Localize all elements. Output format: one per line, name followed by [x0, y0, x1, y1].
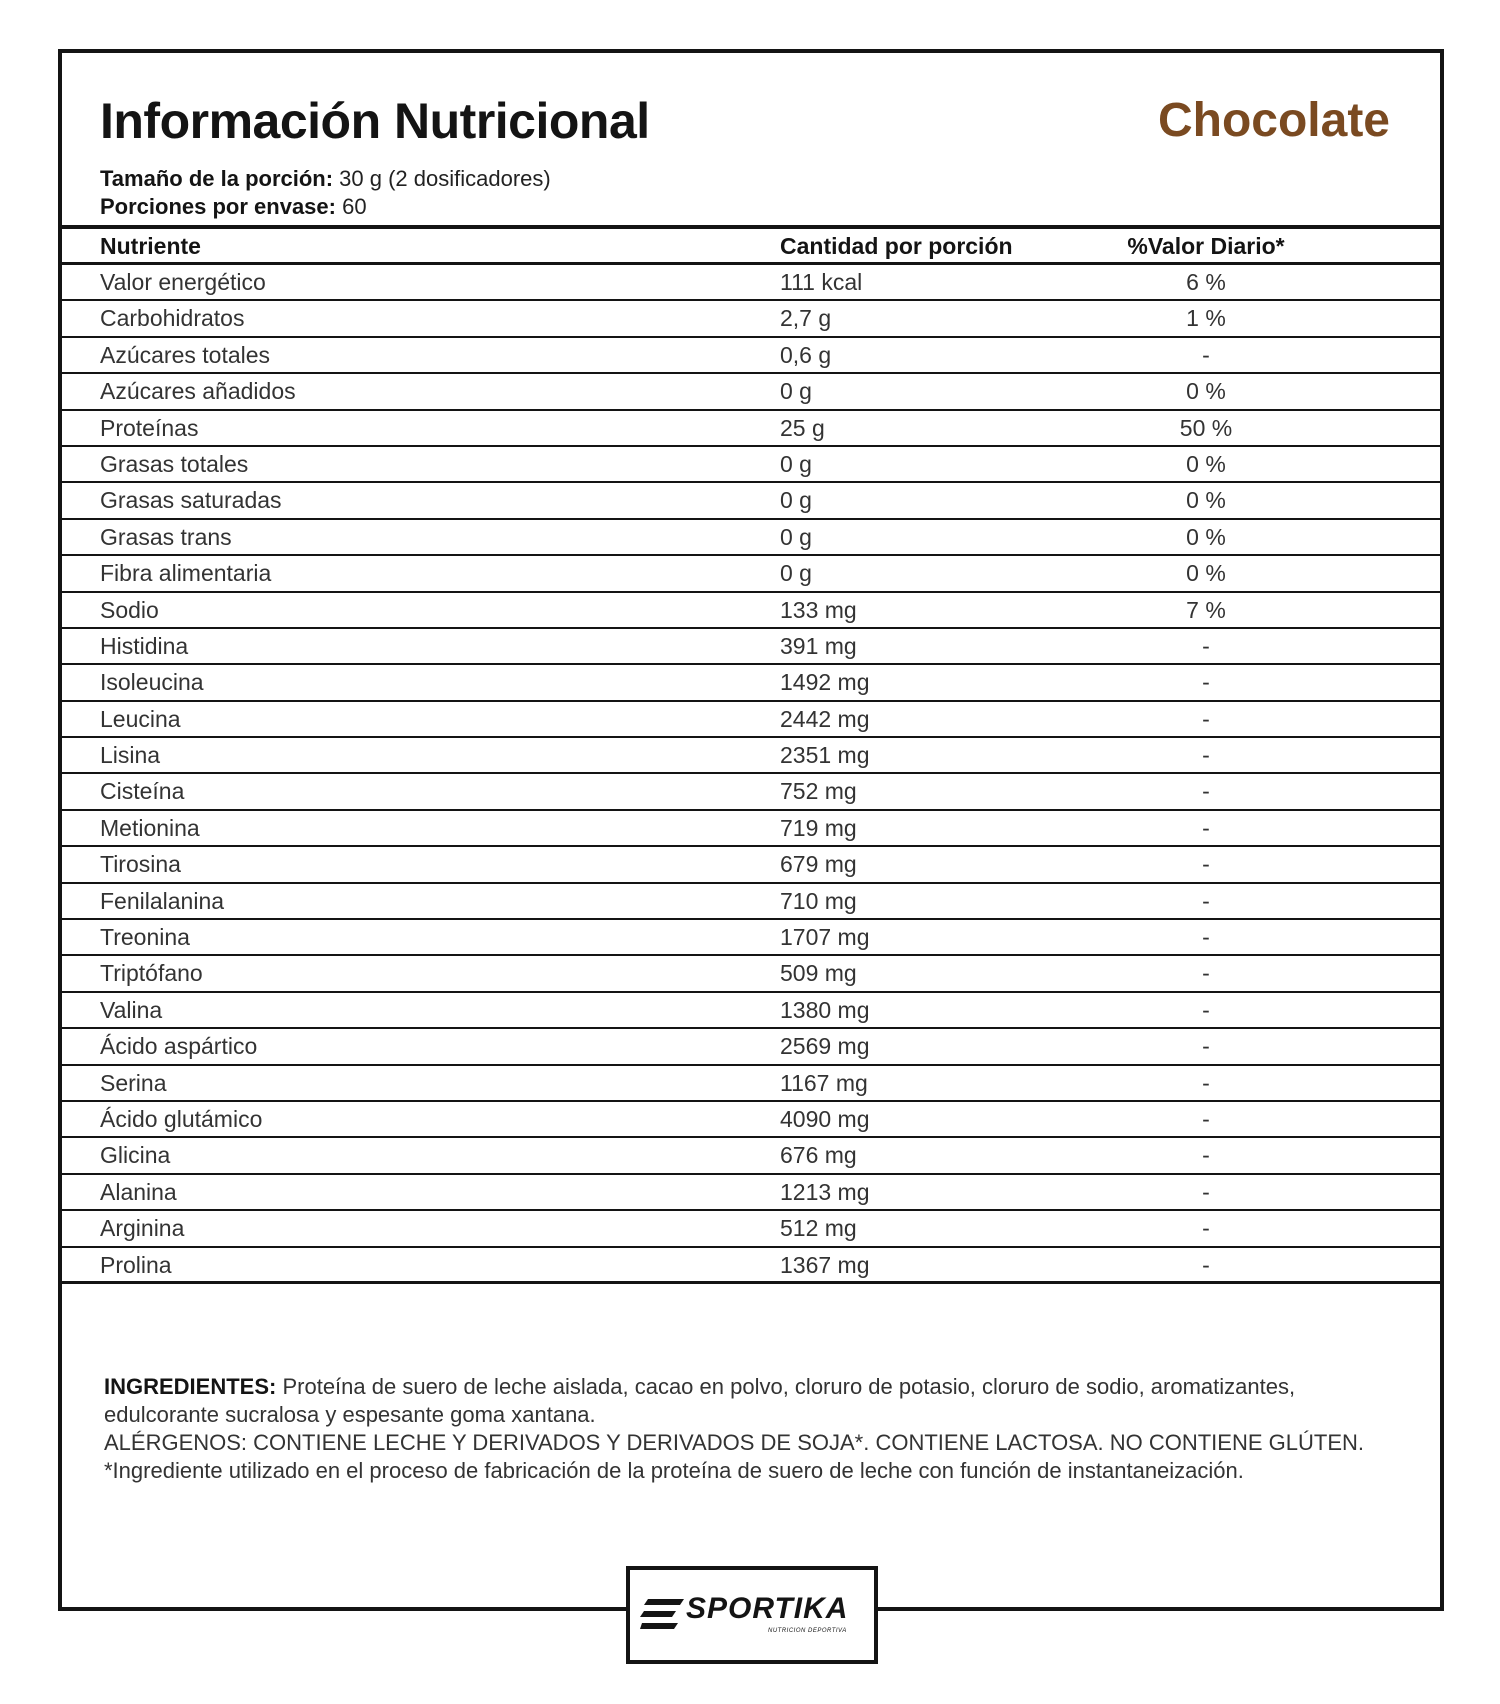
nutrient-amount: 2569 mg [780, 1033, 870, 1060]
ingredients-paragraph [104, 1373, 1380, 1429]
table-row [62, 920, 1440, 956]
nutrient-amount: 2351 mg [780, 742, 870, 769]
serving-size [100, 165, 551, 193]
nutrient-amount: 0 g [780, 378, 812, 405]
nutrient-name: Treonina [100, 924, 190, 951]
table-row [62, 411, 1440, 447]
nutrient-daily-value: 0 % [1186, 523, 1226, 550]
nutrient-daily-value: - [1202, 960, 1210, 987]
page-title: Información Nutricional [100, 93, 650, 149]
table-row [62, 1102, 1440, 1138]
nutrient-name: Metionina [100, 814, 200, 841]
nutrient-name: Triptófano [100, 960, 203, 987]
label-header [100, 81, 1402, 231]
nutrient-name: Arginina [100, 1215, 185, 1242]
nutrient-amount: 2442 mg [780, 705, 870, 732]
sportika-logo-icon [640, 1599, 684, 1629]
nutrient-amount: 719 mg [780, 814, 857, 841]
nutrient-daily-value: - [1202, 1215, 1210, 1242]
table-header-row [62, 229, 1440, 265]
nutrient-amount: 0 g [780, 487, 812, 514]
nutrient-daily-value: - [1202, 1105, 1210, 1132]
nutrient-name: Isoleucina [100, 669, 204, 696]
nutrient-daily-value: - [1202, 705, 1210, 732]
nutrient-amount: 0 g [780, 523, 812, 550]
table-row [62, 774, 1440, 810]
nutrient-amount: 1380 mg [780, 996, 870, 1023]
table-row [62, 1248, 1440, 1284]
nutrient-daily-value: 0 % [1186, 450, 1226, 477]
nutrient-amount: 1367 mg [780, 1251, 870, 1278]
nutrient-daily-value: 6 % [1186, 269, 1226, 295]
nutrient-name: Glicina [100, 1142, 171, 1169]
table-row [62, 1211, 1440, 1247]
nutrient-amount: 25 g [780, 414, 825, 441]
table-row [62, 629, 1440, 665]
nutrient-amount: 0 g [780, 560, 812, 587]
table-row [62, 738, 1440, 774]
nutrient-amount: 111 kcal [780, 269, 863, 295]
table-row [62, 956, 1440, 992]
nutrient-name: Azúcares añadidos [100, 378, 296, 405]
nutrition-label [58, 49, 1444, 1611]
nutrient-name: Proteínas [100, 414, 199, 441]
nutrient-daily-value: 0 % [1186, 560, 1226, 587]
table-row [62, 665, 1440, 701]
nutrient-daily-value: - [1202, 851, 1210, 878]
nutrient-name: Carbohidratos [100, 305, 245, 332]
nutrient-daily-value: - [1202, 1251, 1210, 1278]
ingredients-text: Proteína de suero de leche aislada, cacao en polvo, cloruro de potasio, cloruro de sodio, aromatizantes, edulcorante sucralosa y espesante goma xantana. [104, 1374, 1296, 1427]
nutrient-name: Serina [100, 1069, 167, 1096]
nutrient-name: Grasas trans [100, 523, 232, 550]
table-row [62, 702, 1440, 738]
nutrient-daily-value: - [1202, 1178, 1210, 1205]
nutrient-name: Sodio [100, 596, 159, 623]
nutrient-name: Histidina [100, 632, 189, 659]
nutrient-name: Lisina [100, 742, 161, 769]
nutrient-name: Grasas saturadas [100, 487, 282, 514]
table-row [62, 265, 1440, 301]
serving-size-label: Tamaño de la porción: [100, 166, 334, 191]
nutrient-daily-value: 1 % [1186, 305, 1226, 332]
nutrient-name: Tirosina [100, 851, 181, 878]
nutrient-amount: 2,7 g [780, 305, 832, 332]
nutrient-name: Fibra alimentaria [100, 560, 272, 587]
nutrient-daily-value: 50 % [1179, 414, 1233, 441]
nutrient-name: Fenilalanina [100, 887, 225, 914]
table-row [62, 447, 1440, 483]
nutrient-daily-value: 0 % [1186, 487, 1226, 514]
column-header-daily-value: %Valor Diario* [1127, 233, 1285, 259]
column-header-amount: Cantidad por porción [780, 233, 1013, 259]
nutrient-amount: 1492 mg [780, 669, 870, 696]
table-row [62, 593, 1440, 629]
table-row [62, 520, 1440, 556]
nutrient-name: Valina [100, 996, 163, 1023]
table-row [62, 1029, 1440, 1065]
nutrient-daily-value: - [1202, 814, 1210, 841]
nutrient-amount: 1167 mg [780, 1069, 868, 1096]
table-row [62, 338, 1440, 374]
nutrient-daily-value: - [1202, 1069, 1210, 1096]
nutrient-amount: 710 mg [780, 887, 857, 914]
table-row [62, 993, 1440, 1029]
nutrient-daily-value: - [1202, 341, 1210, 368]
table-row [62, 884, 1440, 920]
column-header-nutrient: Nutriente [100, 233, 201, 259]
table-row [62, 301, 1440, 337]
nutrient-amount: 512 mg [780, 1215, 857, 1242]
brand-logo [626, 1566, 878, 1664]
nutrient-name: Ácido aspártico [100, 1033, 258, 1060]
table-row [62, 847, 1440, 883]
table-row [62, 1175, 1440, 1211]
nutrient-daily-value: - [1202, 632, 1210, 659]
nutrient-name: Valor energético [100, 269, 266, 295]
brand-name: SPORTIKA [686, 1592, 849, 1625]
nutrient-amount: 133 mg [780, 596, 857, 623]
nutrient-name: Azúcares totales [100, 341, 271, 368]
nutrition-table [62, 225, 1440, 1284]
nutrient-daily-value: - [1202, 778, 1210, 805]
nutrient-amount: 752 mg [780, 778, 857, 805]
footnote-text: *Ingrediente utilizado en el proceso de fabricación de la proteína de suero de leche con función de instantaneización. [104, 1458, 1244, 1483]
brand-tagline: NUTRICION DEPORTIVA [768, 1628, 847, 1634]
nutrient-amount: 0 g [780, 450, 812, 477]
nutrient-amount: 679 mg [780, 851, 857, 878]
ingredients-label: INGREDIENTES: [104, 1374, 277, 1399]
nutrient-daily-value: - [1202, 924, 1210, 951]
servings-per-container [100, 193, 367, 221]
table-row [62, 1138, 1440, 1174]
nutrient-amount: 1707 mg [780, 924, 870, 951]
nutrient-daily-value: 7 % [1186, 596, 1226, 623]
nutrient-amount: 676 mg [780, 1142, 857, 1169]
serving-size-value: 30 g (2 dosificadores) [333, 166, 551, 191]
nutrient-amount: 391 mg [780, 632, 857, 659]
allergens-text: ALÉRGENOS: CONTIENE LECHE Y DERIVADOS Y DERIVADOS DE SOJA*. CONTIENE LACTOSA. NO CONTIENE GLÚTEN. [104, 1430, 1364, 1455]
nutrient-daily-value: - [1202, 669, 1210, 696]
nutrient-daily-value: 0 % [1186, 378, 1226, 405]
nutrient-daily-value: - [1202, 742, 1210, 769]
nutrient-name: Cisteína [100, 778, 185, 805]
table-row [62, 556, 1440, 592]
servings-value: 60 [335, 194, 367, 219]
table-row [62, 374, 1440, 410]
nutrient-amount: 0,6 g [780, 341, 832, 368]
nutrient-daily-value: - [1202, 887, 1210, 914]
ingredients-section [104, 1373, 1380, 1485]
nutrient-name: Ácido glutámico [100, 1105, 263, 1132]
nutrient-daily-value: - [1202, 1142, 1210, 1169]
nutrient-name: Prolina [100, 1251, 172, 1278]
table-row [62, 811, 1440, 847]
nutrient-name: Alanina [100, 1178, 177, 1205]
nutrient-amount: 509 mg [780, 960, 857, 987]
table-row [62, 1066, 1440, 1102]
nutrient-name: Leucina [100, 705, 181, 732]
nutrient-name: Grasas totales [100, 450, 249, 477]
nutrient-daily-value: - [1202, 1033, 1210, 1060]
nutrient-amount: 4090 mg [780, 1105, 870, 1132]
servings-label: Porciones por envase: [100, 194, 336, 219]
flavor-name: Chocolate [1157, 94, 1390, 147]
nutrient-daily-value: - [1202, 996, 1210, 1023]
nutrient-amount: 1213 mg [780, 1178, 870, 1205]
table-row [62, 483, 1440, 519]
